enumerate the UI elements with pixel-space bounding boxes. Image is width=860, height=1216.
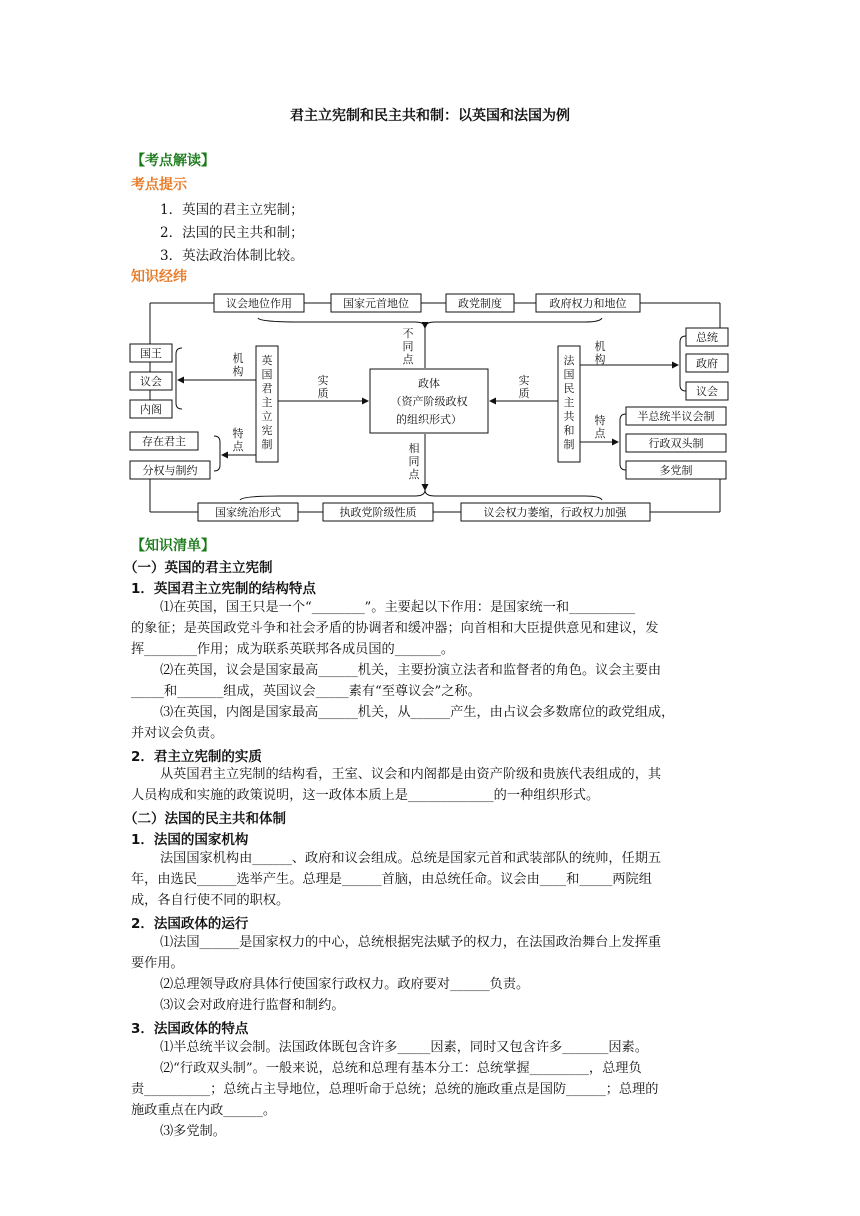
shizhi-left-2: 质	[317, 387, 329, 400]
right-col-7: 制	[563, 438, 575, 451]
right-top-item-2: 政府	[696, 357, 718, 370]
left-item-2: 议会	[140, 375, 162, 388]
p2-line-2: _____和_______组成，英国议会_____素有“至尊议会”之称。	[131, 684, 481, 699]
xiangtong-2: 同	[408, 455, 420, 468]
top-box-label-4: 政府权力和地位	[549, 297, 627, 310]
left-item-3: 内阁	[140, 403, 162, 416]
jigou-left-2: 构	[232, 365, 244, 378]
tishi-item-2: 2．法国的民主共和制；	[160, 225, 304, 241]
p3-line-1: ⑶在英国，内阁是国家最高______机关，从______产生，由占议会多数席位的政党组成，	[160, 705, 675, 720]
right-col-1: 法	[563, 354, 575, 367]
heading-s1-1: 1．英国君主立宪制的结构特点	[131, 581, 316, 597]
p10-line-2: 责__________；总统占主导地位，总理听命于总统；总统的施政重点是国防______；总理的	[131, 1082, 659, 1097]
heading-s2-3: 3．法国政体的特点	[131, 1021, 249, 1037]
heading-s2: （二）法国的民主共和体制	[124, 811, 286, 827]
left-col-7: 制	[261, 438, 273, 451]
right-bottom-item-2: 行政双头制	[648, 437, 704, 450]
p10-line-3: 施政重点在内政______。	[131, 1103, 277, 1118]
jigou-right-2: 构	[594, 353, 606, 366]
section-zhishi-qingdan: 【知识清单】	[131, 538, 215, 554]
p5-line-3: 成，各自行使不同的职权。	[131, 893, 290, 908]
xiangtong-3: 点	[408, 468, 420, 481]
right-col-4: 主	[563, 396, 575, 409]
p3-line-2: 并对议会负责。	[131, 726, 224, 741]
p11: ⑶多党制。	[160, 1124, 226, 1139]
p9: ⑴半总统半议会制。法国政体既包含许多_____因素，同时又包含许多_______因素。	[160, 1040, 648, 1055]
p10-line-1: ⑵“行政双头制”。一般来说，总统和总理有基本分工：总统掌握_________，总理负	[160, 1061, 642, 1076]
right-top-item-3: 议会	[696, 385, 718, 398]
butong-3: 点	[402, 353, 414, 366]
p1-line-3: 挥________作用；成为联系英联邦各成员国的_______。	[131, 642, 455, 657]
left-col-4: 主	[261, 396, 273, 409]
xiangtong-1: 相	[408, 442, 420, 455]
top-box-label-1: 议会地位作用	[226, 297, 292, 310]
right-col-2: 国	[563, 368, 575, 381]
right-col-6: 和	[563, 424, 575, 437]
left-col-3: 君	[261, 382, 273, 395]
section-zhishi-jingwei: 知识经纬	[131, 269, 187, 285]
p5-line-2: 年，由选民______选举产生。总理是______首脑，由总统任命。议会由____和_____两院组	[131, 872, 652, 887]
top-box-label-2: 国家元首地位	[343, 297, 409, 310]
tishi-item-1: 1．英国的君主立宪制；	[160, 202, 304, 218]
right-bottom-item-1: 半总统半议会制	[637, 410, 715, 423]
p4-line-2: 人员构成和实施的政策说明，这一政体本质上是_____________的一种组织形式。	[131, 788, 600, 803]
left-col-6: 宪	[261, 424, 273, 437]
center-line-3: 的组织形式）	[396, 413, 462, 426]
right-col-3: 民	[563, 382, 575, 395]
heading-s2-2: 2．法国政体的运行	[131, 916, 249, 932]
right-top-item-1: 总统	[696, 331, 718, 344]
left-item-5: 分权与制约	[142, 464, 198, 477]
butong-2: 同	[402, 340, 414, 353]
left-col-5: 立	[261, 410, 273, 423]
tedian-left-2: 点	[232, 440, 244, 453]
tedian-left-1: 特	[232, 427, 244, 440]
center-line-1: 政体	[418, 377, 440, 390]
left-item-1: 国王	[140, 347, 162, 360]
p4-line-1: 从英国君主立宪制的结构看，王室、议会和内阁都是由资产阶级和贵族代表组成的，其	[160, 767, 662, 782]
jigou-left-1: 机	[232, 352, 244, 365]
section-kaodian-jiedu: 【考点解读】	[131, 153, 215, 169]
left-col-1: 英	[261, 354, 273, 367]
left-item-4: 存在君主	[142, 435, 186, 448]
p6-line-1: ⑴法国______是国家权力的中心，总统根据宪法赋予的权力，在法国政治舞台上发挥重	[160, 935, 662, 950]
bottom-box-label-2: 执政党阶级性质	[339, 506, 417, 519]
heading-s2-1: 1．法国的国家机构	[131, 832, 249, 848]
page-title: 君主立宪制和民主共和制：以英国和法国为例	[290, 108, 570, 124]
butong-1: 不	[402, 327, 414, 340]
p1-line-1: ⑴在英国，国王只是一个“________”。主要起以下作用：是国家统一和__________	[160, 600, 636, 615]
left-col-2: 国	[261, 368, 273, 381]
right-col-5: 共	[563, 410, 575, 423]
heading-s1: （一）英国的君主立宪制	[124, 560, 273, 576]
shizhi-left-1: 实	[317, 374, 329, 387]
center-line-2: （资产阶级政权	[390, 395, 468, 408]
p5-line-1: 法国国家机构由______、政府和议会组成。总统是国家元首和武装部队的统帅，任期五	[160, 851, 662, 866]
knowledge-diagram	[0, 0, 860, 530]
shizhi-right-1: 实	[518, 374, 530, 387]
section-kaodian-tishi: 考点提示	[131, 177, 187, 193]
p1-line-2: 的象征；是英国政党斗争和社会矛盾的协调者和缓冲器；向首相和大臣提供意见和建议，发	[131, 621, 659, 636]
p7: ⑵总理领导政府具体行使国家行政权力。政府要对______负责。	[160, 977, 530, 992]
shizhi-right-2: 质	[518, 387, 530, 400]
p6-line-2: 要作用。	[131, 956, 184, 971]
tedian-right-2: 点	[594, 427, 606, 440]
top-box-label-3: 政党制度	[458, 297, 502, 310]
bottom-box-label-1: 国家统治形式	[215, 506, 281, 519]
p8: ⑶议会对政府进行监督和制约。	[160, 998, 345, 1013]
heading-s1-2: 2．君主立宪制的实质	[131, 749, 262, 765]
tedian-right-1: 特	[594, 414, 606, 427]
bottom-box-label-3: 议会权力萎缩，行政权力加强	[483, 506, 627, 519]
jigou-right-1: 机	[594, 340, 606, 353]
p2-line-1: ⑵在英国，议会是国家最高______机关，主要扮演立法者和监督者的角色。议会主要由	[160, 663, 662, 678]
tishi-item-3: 3．英法政治体制比较。	[160, 248, 304, 264]
right-bottom-item-3: 多党制	[659, 464, 693, 477]
